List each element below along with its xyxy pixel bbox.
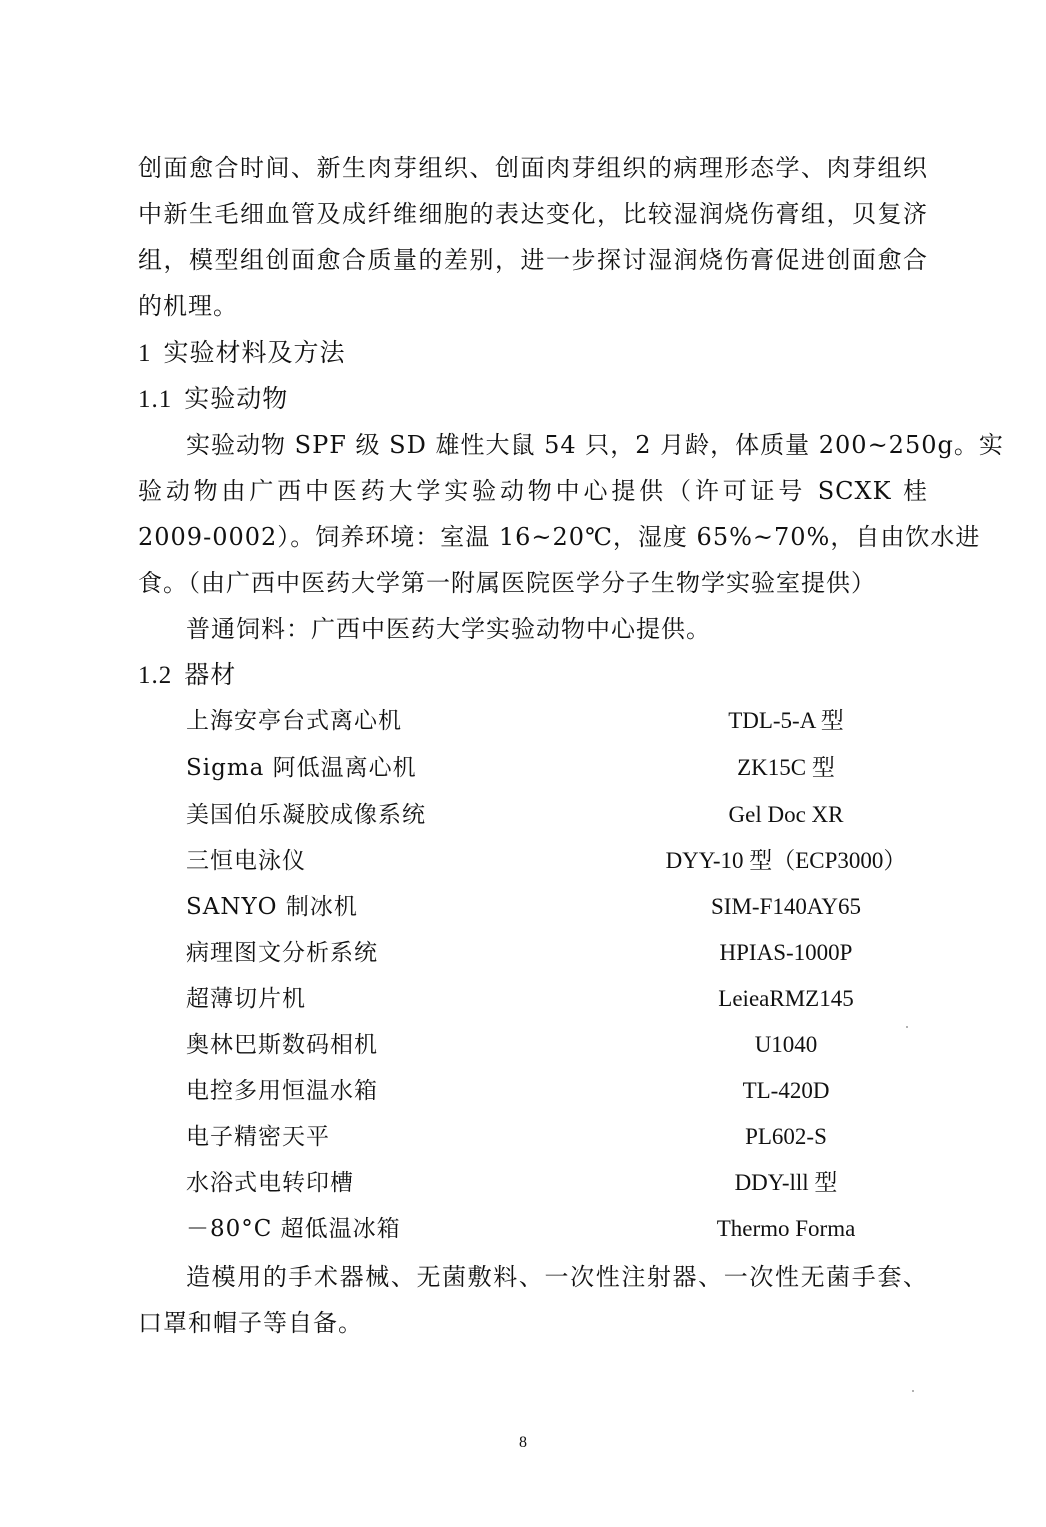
equipment-row <box>186 1075 926 1107</box>
page-number: 8 <box>519 1434 527 1451</box>
equipment-name: 电子精密天平 <box>186 1124 330 1150</box>
equipment-model: HPIAS-1000P <box>719 940 853 965</box>
equipment-name: 上海安亭台式离心机 <box>186 708 402 734</box>
equipment-model: PL602-S <box>745 1124 827 1149</box>
animals-line-4: 食。（由广西中医药大学第一附属医院医学分子生物学实验室提供） <box>138 569 876 597</box>
equipment-row <box>186 845 926 877</box>
equipment-name: 电控多用恒温水箱 <box>186 1078 378 1104</box>
equipment-row <box>186 891 926 923</box>
equipment-row <box>186 1213 926 1245</box>
section-1-1-number: 1.1 <box>138 386 173 413</box>
equipment-row <box>186 705 926 737</box>
feed-line: 普通饲料：广西中医药大学实验动物中心提供。 <box>186 615 711 643</box>
equipment-name: 超薄切片机 <box>186 986 306 1012</box>
intro-line-2: 中新生毛细血管及成纤维细胞的表达变化，比较湿润烧伤膏组，贝复济 <box>138 200 928 228</box>
equipment-model: DDY-lll 型 <box>734 1170 838 1195</box>
section-1-number: 1 <box>138 340 152 367</box>
closing-line-1: 造模用的手术器械、无菌敷料、一次性注射器、一次性无菌手套、 <box>186 1263 928 1291</box>
section-1-title: 实验材料及方法 <box>163 338 346 367</box>
equipment-name: 奥林巴斯数码相机 <box>186 1032 378 1058</box>
animals-line-2: 验动物由广西中医药大学实验动物中心提供（许可证号 SCXK 桂 <box>138 477 928 505</box>
intro-line-1: 创面愈合时间、新生肉芽组织、创面肉芽组织的病理形态学、肉芽组织 <box>138 154 928 182</box>
section-1-1-heading <box>138 383 928 416</box>
equipment-model: Thermo Forma <box>716 1216 856 1241</box>
equipment-model: SIM-F140AY65 <box>711 894 861 919</box>
section-1-heading <box>138 337 928 370</box>
closing-line-2: 口罩和帽子等自备。 <box>138 1309 363 1337</box>
equipment-row <box>186 1029 926 1061</box>
equipment-name: 水浴式电转印槽 <box>186 1170 354 1196</box>
equipment-row <box>186 1167 926 1199</box>
equipment-row <box>186 752 926 784</box>
equipment-row <box>186 983 926 1015</box>
equipment-model: ZK15C 型 <box>737 755 835 780</box>
section-1-2-number: 1.2 <box>138 662 173 689</box>
intro-line-4: 的机理。 <box>138 292 238 320</box>
scan-speck <box>912 1390 914 1392</box>
animals-line-3: 2009-0002）。饲养环境：室温 16~20℃，湿度 65%~70%，自由饮水进 <box>138 523 981 551</box>
equipment-row <box>186 799 926 831</box>
equipment-row <box>186 937 926 969</box>
equipment-model: Gel Doc XR <box>728 802 844 827</box>
scan-speck <box>906 1026 908 1028</box>
equipment-name: SANYO 制冰机 <box>186 894 358 920</box>
section-1-2-heading <box>138 659 928 692</box>
equipment-name: Sigma 阿低温离心机 <box>186 755 417 781</box>
equipment-name: －80°C 超低温冰箱 <box>186 1216 401 1242</box>
equipment-name: 病理图文分析系统 <box>186 940 378 966</box>
equipment-model: TL-420D <box>742 1078 830 1103</box>
equipment-name: 美国伯乐凝胶成像系统 <box>186 802 426 828</box>
equipment-row <box>186 1121 926 1153</box>
intro-line-3: 组，模型组创面愈合质量的差别，进一步探讨湿润烧伤膏促进创面愈合 <box>138 246 928 274</box>
equipment-model: DYY-10 型（ECP3000） <box>665 848 907 873</box>
section-1-1-title: 实验动物 <box>184 384 289 413</box>
equipment-model: U1040 <box>754 1032 818 1057</box>
equipment-model: LeieaRMZ145 <box>718 986 854 1011</box>
equipment-name: 三恒电泳仪 <box>186 848 306 874</box>
equipment-model: TDL-5-A 型 <box>728 708 844 733</box>
animals-line-1: 实验动物 SPF 级 SD 雄性大鼠 54 只，2 月龄，体质量 200~250g。实 <box>186 431 1004 459</box>
section-1-2-title: 器材 <box>184 660 237 689</box>
